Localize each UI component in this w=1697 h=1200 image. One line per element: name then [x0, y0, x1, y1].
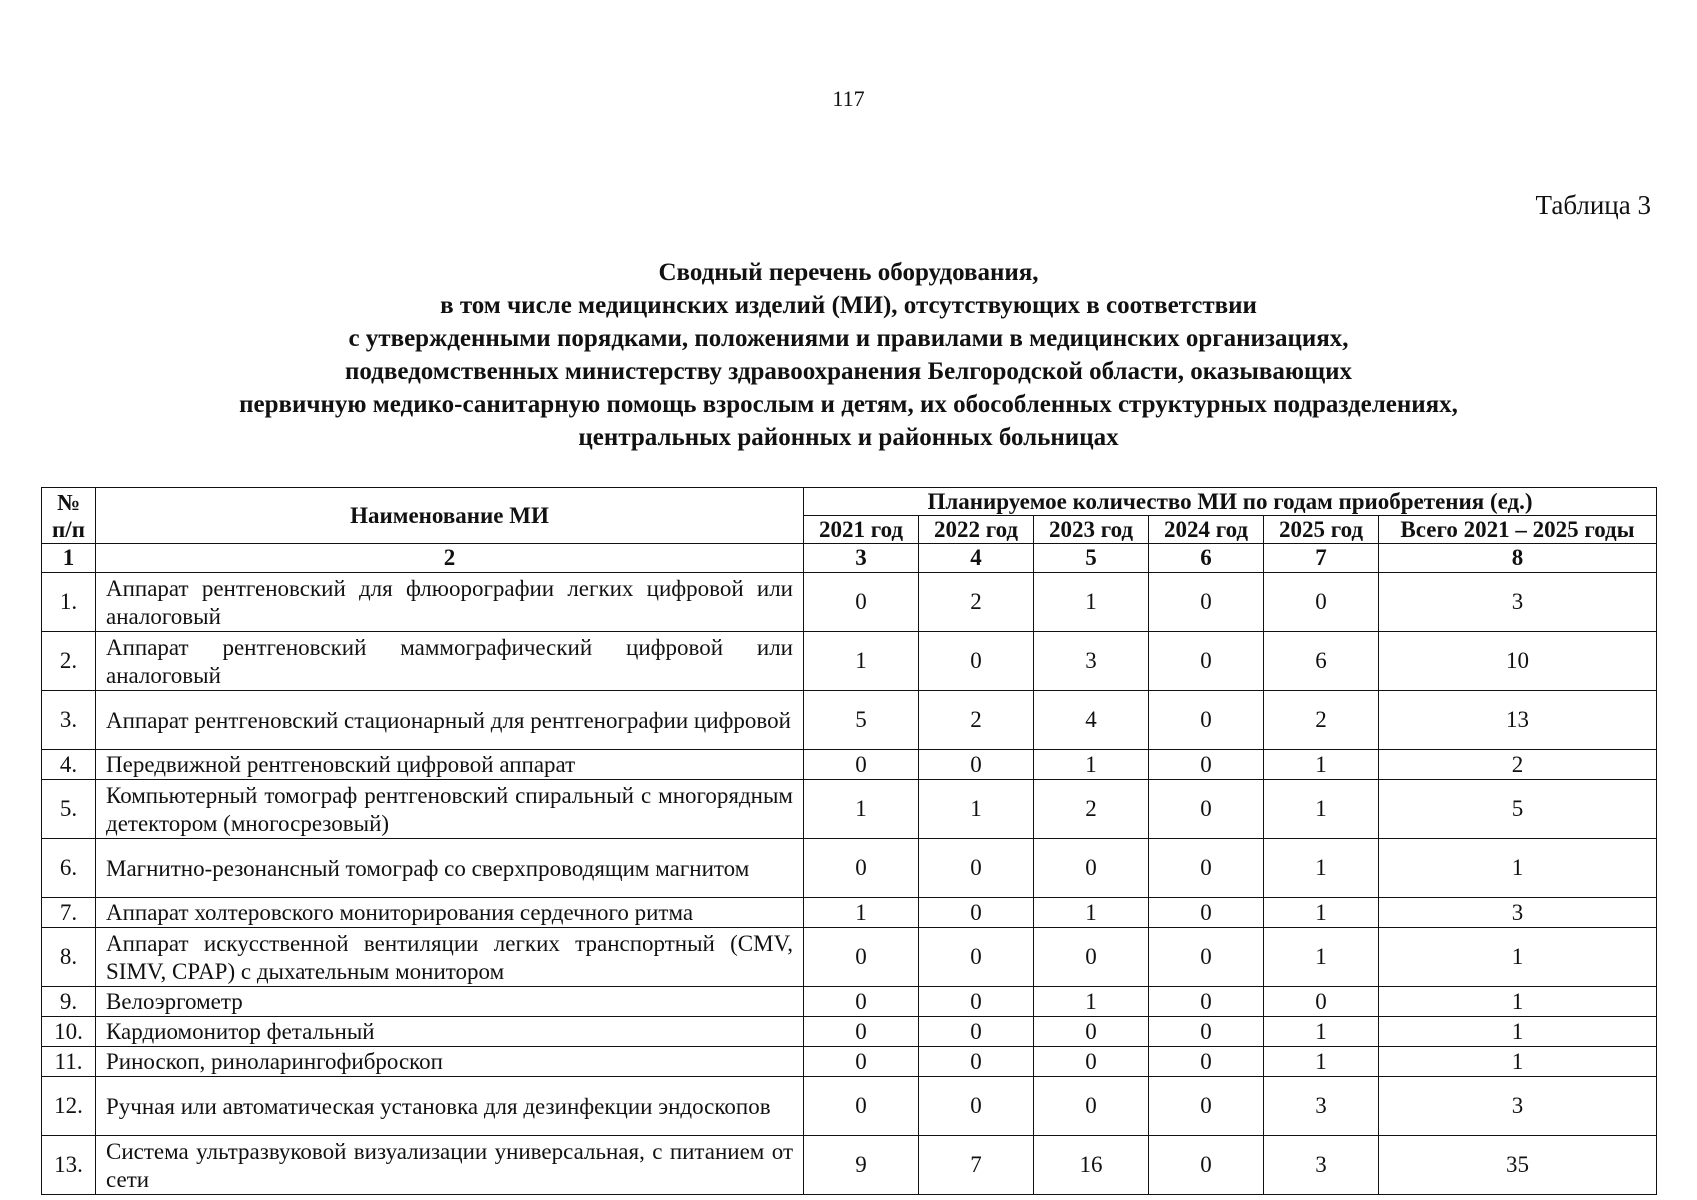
row-number: 9. — [42, 987, 96, 1017]
title-line: подведомственных министерству здравоохранения Белгородской области, оказывающих — [344, 358, 1352, 385]
year-value: 2 — [919, 573, 1034, 632]
item-name: Система ультразвуковой визуализации универсальная, с питанием от сети — [96, 1136, 804, 1195]
item-name: Кардиомонитор фетальный — [96, 1017, 804, 1047]
item-name: Компьютерный томограф рентгеновский спиральный с многорядным детектором (многосрезовый) — [96, 780, 804, 839]
year-value: 0 — [1034, 1017, 1149, 1047]
year-value: 0 — [1034, 928, 1149, 987]
item-name: Аппарат холтеровского мониторирования сердечного ритма — [96, 898, 804, 928]
year-value: 3 — [1264, 1136, 1379, 1195]
year-value: 1 — [1264, 750, 1379, 780]
column-index-row — [42, 544, 1657, 573]
year-value: 0 — [804, 750, 919, 780]
column-index: 1 — [42, 544, 96, 573]
header-year-2022: 2022 год — [919, 516, 1034, 544]
column-index: 4 — [919, 544, 1034, 573]
year-value: 0 — [1149, 987, 1264, 1017]
year-value: 0 — [1034, 1047, 1149, 1077]
header-total: Всего 2021 – 2025 годы — [1379, 516, 1657, 544]
total-value: 1 — [1379, 928, 1657, 987]
document-title — [0, 256, 1697, 454]
column-index: 5 — [1034, 544, 1149, 573]
year-value: 0 — [804, 573, 919, 632]
year-value: 5 — [804, 691, 919, 750]
row-number: 4. — [42, 750, 96, 780]
year-value: 0 — [1149, 573, 1264, 632]
year-value: 0 — [804, 1017, 919, 1047]
title-line: в том числе медицинских изделий (МИ), отсутствующих в соответствии — [440, 292, 1257, 319]
year-value: 0 — [804, 1047, 919, 1077]
total-value: 3 — [1379, 898, 1657, 928]
row-number: 10. — [42, 1017, 96, 1047]
header-year-2024: 2024 год — [1149, 516, 1264, 544]
year-value: 2 — [1034, 780, 1149, 839]
year-value: 0 — [1149, 750, 1264, 780]
header-name: Наименование МИ — [96, 488, 804, 544]
year-value: 0 — [804, 928, 919, 987]
year-value: 1 — [804, 898, 919, 928]
item-name: Передвижной рентгеновский цифровой аппарат — [96, 750, 804, 780]
year-value: 1 — [1034, 750, 1149, 780]
year-value: 0 — [1034, 839, 1149, 898]
year-value: 1 — [919, 780, 1034, 839]
total-value: 1 — [1379, 1047, 1657, 1077]
total-value: 3 — [1379, 1077, 1657, 1136]
table-row — [42, 1017, 1657, 1047]
year-value: 3 — [1034, 632, 1149, 691]
column-index: 7 — [1264, 544, 1379, 573]
title-line: с утвержденными порядками, положениями и правилами в медицинских организациях, — [348, 325, 1349, 352]
year-value: 1 — [1034, 987, 1149, 1017]
item-name: Магнитно-резонансный томограф со сверхпроводящим магнитом — [96, 839, 804, 898]
table-body — [42, 544, 1657, 1195]
table-label: Таблица 3 — [1535, 190, 1651, 220]
year-value: 1 — [1264, 1017, 1379, 1047]
table-row — [42, 928, 1657, 987]
year-value: 1 — [804, 780, 919, 839]
item-name: Аппарат рентгеновский стационарный для рентгенографии цифровой — [96, 691, 804, 750]
header-year-2025: 2025 год — [1264, 516, 1379, 544]
year-value: 0 — [1034, 1077, 1149, 1136]
year-value: 16 — [1034, 1136, 1149, 1195]
row-number: 7. — [42, 898, 96, 928]
year-value: 1 — [1264, 1047, 1379, 1077]
year-value: 0 — [919, 632, 1034, 691]
year-value: 0 — [1149, 1017, 1264, 1047]
year-value: 0 — [1149, 928, 1264, 987]
table-row — [42, 1047, 1657, 1077]
year-value: 0 — [919, 1017, 1034, 1047]
year-value: 1 — [1264, 780, 1379, 839]
table-row — [42, 780, 1657, 839]
row-number: 2. — [42, 632, 96, 691]
year-value: 0 — [1264, 987, 1379, 1017]
item-name: Велоэргометр — [96, 987, 804, 1017]
year-value: 0 — [804, 839, 919, 898]
year-value: 1 — [1264, 839, 1379, 898]
year-value: 0 — [1149, 1077, 1264, 1136]
page-number: 117 — [832, 86, 865, 111]
header-group: Планируемое количество МИ по годам приобретения (ед.) — [804, 488, 1657, 516]
year-value: 2 — [919, 691, 1034, 750]
table-row — [42, 898, 1657, 928]
year-value: 0 — [1264, 573, 1379, 632]
year-value: 0 — [1149, 839, 1264, 898]
year-value: 0 — [1149, 691, 1264, 750]
year-value: 0 — [1149, 1136, 1264, 1195]
row-number: 11. — [42, 1047, 96, 1077]
year-value: 0 — [919, 839, 1034, 898]
year-value: 4 — [1034, 691, 1149, 750]
item-name: Аппарат искусственной вентиляции легких транспортный (CMV, SIMV, CPAP) с дыхательным монитором — [96, 928, 804, 987]
year-value: 2 — [1264, 691, 1379, 750]
column-index: 8 — [1379, 544, 1657, 573]
year-value: 0 — [919, 987, 1034, 1017]
year-value: 0 — [919, 750, 1034, 780]
year-value: 6 — [1264, 632, 1379, 691]
table-row — [42, 839, 1657, 898]
year-value: 0 — [804, 1077, 919, 1136]
year-value: 0 — [919, 1077, 1034, 1136]
year-value: 1 — [804, 632, 919, 691]
row-number: 13. — [42, 1136, 96, 1195]
year-value: 7 — [919, 1136, 1034, 1195]
title-line: центральных районных и районных больницах — [578, 424, 1119, 451]
total-value: 35 — [1379, 1136, 1657, 1195]
column-index: 2 — [96, 544, 804, 573]
year-value: 0 — [1149, 1047, 1264, 1077]
item-name: Аппарат рентгеновский маммографический цифровой или аналоговый — [96, 632, 804, 691]
year-value: 0 — [919, 898, 1034, 928]
year-value: 0 — [919, 1047, 1034, 1077]
header-year-2023: 2023 год — [1034, 516, 1149, 544]
row-number: 5. — [42, 780, 96, 839]
total-value: 1 — [1379, 1017, 1657, 1047]
equipment-table — [41, 487, 1657, 1195]
table-row — [42, 1136, 1657, 1195]
row-number: 3. — [42, 691, 96, 750]
table-row — [42, 632, 1657, 691]
column-index: 6 — [1149, 544, 1264, 573]
total-value: 3 — [1379, 573, 1657, 632]
year-value: 1 — [1034, 573, 1149, 632]
table-row — [42, 1077, 1657, 1136]
item-name: Аппарат рентгеновский для флюорографии легких цифровой или аналоговый — [96, 573, 804, 632]
year-value: 1 — [1264, 928, 1379, 987]
year-value: 0 — [1149, 898, 1264, 928]
year-value: 1 — [1264, 898, 1379, 928]
item-name: Риноскоп, риноларингофиброскоп — [96, 1047, 804, 1077]
item-name: Ручная или автоматическая установка для дезинфекции эндоскопов — [96, 1077, 804, 1136]
table-row — [42, 987, 1657, 1017]
year-value: 9 — [804, 1136, 919, 1195]
year-value: 3 — [1264, 1077, 1379, 1136]
table-row — [42, 750, 1657, 780]
total-value: 1 — [1379, 987, 1657, 1017]
title-line: первичную медико-санитарную помощь взрослым и детям, их обособленных структурных подразделениях, — [239, 391, 1458, 418]
total-value: 1 — [1379, 839, 1657, 898]
year-value: 0 — [804, 987, 919, 1017]
row-number: 1. — [42, 573, 96, 632]
year-value: 0 — [1149, 632, 1264, 691]
total-value: 5 — [1379, 780, 1657, 839]
row-number: 12. — [42, 1077, 96, 1136]
row-number: 6. — [42, 839, 96, 898]
table-row — [42, 691, 1657, 750]
year-value: 0 — [919, 928, 1034, 987]
header-year-2021: 2021 год — [804, 516, 919, 544]
year-value: 0 — [1149, 780, 1264, 839]
total-value: 13 — [1379, 691, 1657, 750]
total-value: 2 — [1379, 750, 1657, 780]
row-number: 8. — [42, 928, 96, 987]
header-num: № п/п — [42, 488, 96, 544]
year-value: 1 — [1034, 898, 1149, 928]
table-row — [42, 573, 1657, 632]
title-line: Сводный перечень оборудования, — [658, 259, 1039, 286]
total-value: 10 — [1379, 632, 1657, 691]
column-index: 3 — [804, 544, 919, 573]
